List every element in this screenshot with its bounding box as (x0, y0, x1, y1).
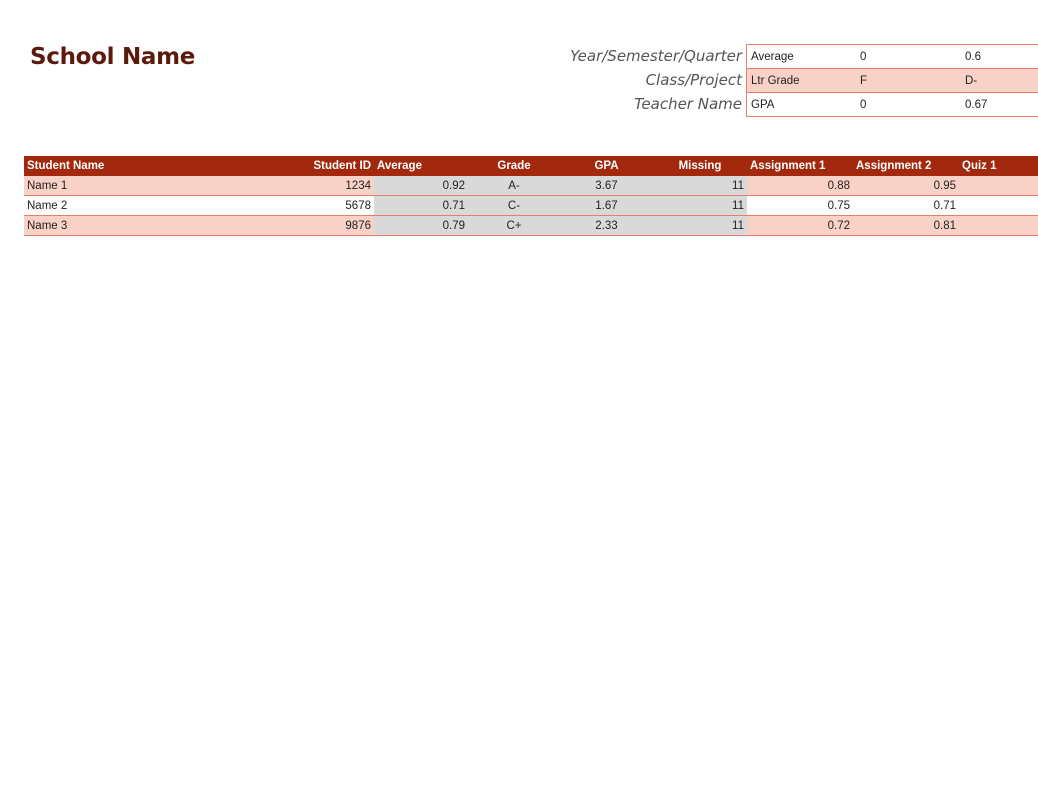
column-header-gpa[interactable]: GPA (560, 156, 653, 176)
column-header-quiz-1[interactable]: Quiz 1 (959, 156, 1038, 176)
assignment-2-cell[interactable]: 0.81 (853, 216, 959, 236)
column-header-average[interactable]: Average (374, 156, 468, 176)
missing-cell[interactable]: 11 (653, 176, 747, 196)
quiz-1-cell[interactable] (959, 196, 1038, 216)
column-header-missing[interactable]: Missing (653, 156, 747, 176)
lookup-cell[interactable]: Average (747, 45, 853, 69)
student-id-cell[interactable]: 9876 (212, 216, 374, 236)
grade-cell[interactable]: C+ (468, 216, 560, 236)
table-header-row (24, 156, 1038, 176)
teacher-name-label: Teacher Name (634, 95, 742, 113)
grade-cell[interactable]: C- (468, 196, 560, 216)
year-semester-quarter-label: Year/Semester/Quarter (570, 47, 742, 65)
lookup-row-ltr-grade (747, 69, 1038, 93)
average-cell[interactable]: 0.79 (374, 216, 468, 236)
missing-cell[interactable]: 11 (653, 216, 747, 236)
assignment-2-cell[interactable]: 0.71 (853, 196, 959, 216)
lookup-cell[interactable]: 0 (852, 45, 961, 69)
column-header-assignment-2[interactable]: Assignment 2 (853, 156, 959, 176)
quiz-1-cell[interactable] (959, 216, 1038, 236)
student-id-cell[interactable]: 1234 (212, 176, 374, 196)
column-header-student-name[interactable]: Student Name (24, 156, 212, 176)
quiz-1-cell[interactable] (959, 176, 1038, 196)
assignment-1-cell[interactable]: 0.75 (747, 196, 853, 216)
lookup-row-average (747, 45, 1038, 69)
lookup-cell[interactable]: Ltr Grade (747, 69, 853, 93)
class-project-label: Class/Project (645, 71, 742, 89)
column-header-assignment-1[interactable]: Assignment 1 (747, 156, 853, 176)
lookup-table (746, 44, 1038, 117)
table-row (24, 196, 1038, 216)
lookup-cell[interactable]: GPA (747, 93, 853, 117)
average-cell[interactable]: 0.92 (374, 176, 468, 196)
lookup-cell[interactable]: F (852, 69, 961, 93)
column-header-student-id[interactable]: Student ID (212, 156, 374, 176)
lookup-cell[interactable]: 0.67 (961, 93, 1038, 117)
meta-labels (570, 44, 742, 116)
student-name-cell[interactable]: Name 3 (24, 216, 212, 236)
student-name-cell[interactable]: Name 2 (24, 196, 212, 216)
assignment-2-cell[interactable]: 0.95 (853, 176, 959, 196)
lookup-cell[interactable]: 0 (852, 93, 961, 117)
grade-table (24, 156, 1038, 236)
assignment-1-cell[interactable]: 0.88 (747, 176, 853, 196)
school-name-title: School Name (30, 44, 196, 70)
average-cell[interactable]: 0.71 (374, 196, 468, 216)
table-row (24, 216, 1038, 236)
student-id-cell[interactable]: 5678 (212, 196, 374, 216)
column-header-grade[interactable]: Grade (468, 156, 560, 176)
assignment-1-cell[interactable]: 0.72 (747, 216, 853, 236)
lookup-cell[interactable]: D- (961, 69, 1038, 93)
missing-cell[interactable]: 11 (653, 196, 747, 216)
lookup-row-gpa (747, 93, 1038, 117)
gpa-cell[interactable]: 2.33 (560, 216, 653, 236)
gpa-cell[interactable]: 1.67 (560, 196, 653, 216)
grade-cell[interactable]: A- (468, 176, 560, 196)
lookup-cell[interactable]: 0.6 (961, 45, 1038, 69)
gpa-cell[interactable]: 3.67 (560, 176, 653, 196)
table-row (24, 176, 1038, 196)
student-name-cell[interactable]: Name 1 (24, 176, 212, 196)
